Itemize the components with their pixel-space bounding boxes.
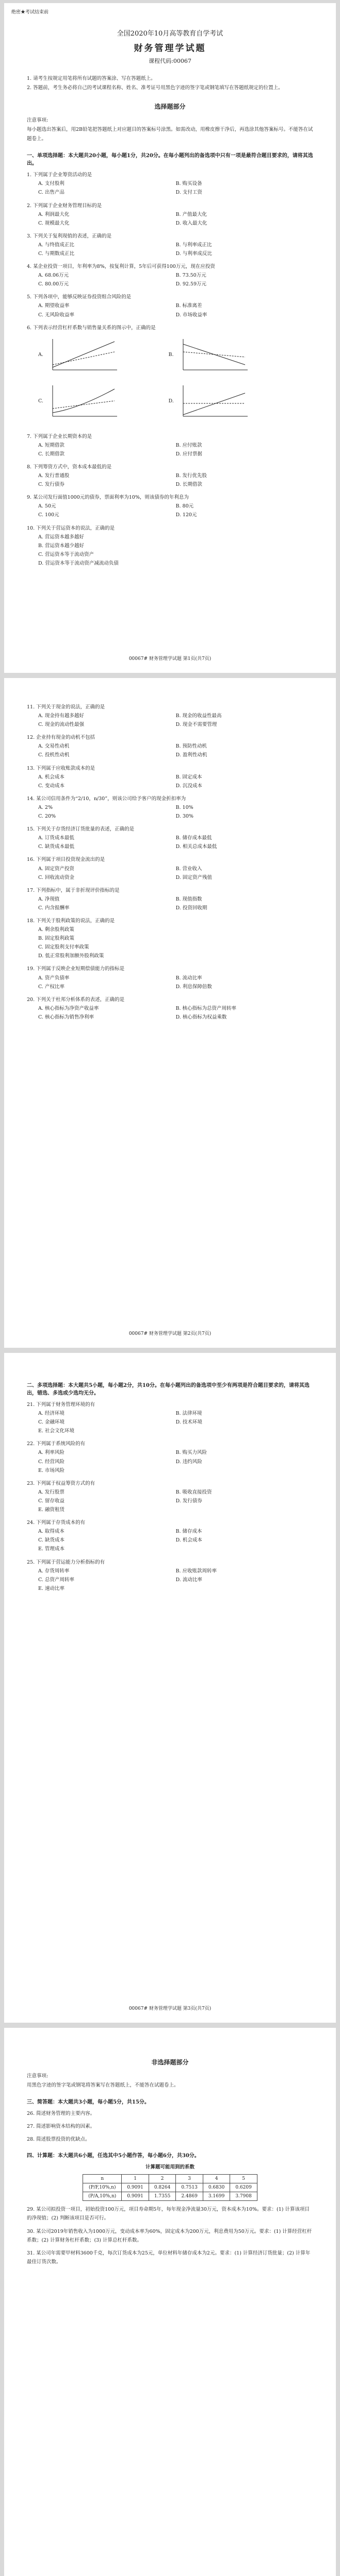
answer-option: D. 固定资产残值 <box>175 874 212 880</box>
question-stem: 22. 下列属于系统风险的有 <box>27 1441 86 1447</box>
answer-option: E. 融资租赁 <box>38 1507 64 1513</box>
answer-option: A. 短期借款 <box>38 442 64 448</box>
answer-options <box>27 925 313 960</box>
answer-option: A. 资产负债率 <box>38 975 70 981</box>
answer-option: B. 标准离差 <box>175 303 202 309</box>
answer-options <box>27 1004 313 1022</box>
question-stem: 25. 下列属于营运能力分析指标的有 <box>27 1559 105 1565</box>
answer-option: A. 期望收益率 <box>38 303 70 309</box>
question-stem: 18. 下列关于股利政策的说法，正确的是 <box>27 918 115 924</box>
answer-options <box>27 241 313 258</box>
answer-option: D. 低正常股利加额外股利政策 <box>38 953 104 959</box>
table-cell: 0.8264 <box>149 2183 176 2192</box>
page-footer: 00067# 财务管理学试题 第1页(共7页) <box>128 656 212 662</box>
exam-name: 财务管理学试题 <box>134 43 206 54</box>
answer-option: A. 2% <box>38 804 53 810</box>
line-chart-icon <box>47 383 120 419</box>
answer-option: B. 10% <box>175 804 193 810</box>
answer-option: E. 市场风险 <box>38 1467 64 1473</box>
answer-options <box>27 533 313 568</box>
answer-option: D. 机会成本 <box>175 1537 202 1544</box>
answer-options <box>27 773 313 790</box>
table-row <box>83 2183 257 2192</box>
question-stem: 6. 下列表示经营杠杆系数与销售量关系的图示中，正确的是 <box>27 325 156 331</box>
answer-option: A. 剩余股利政策 <box>38 927 74 933</box>
question-stem: 15. 下列关于存货经济订货批量的表述，正确的是 <box>27 826 135 833</box>
answer-option: D. 营运资本等于流动资产减流动负债 <box>38 560 119 566</box>
table-caption: 计算题可能用到的系数 <box>145 2164 195 2171</box>
answer-option: D. 长期借款 <box>175 482 202 488</box>
answer-option: D. 与利率成反比 <box>175 250 212 257</box>
answer-option: A. 发行普通股 <box>38 473 70 479</box>
answer-option: B. 流动比率 <box>175 975 202 981</box>
answer-option: B. 固定股利政策 <box>38 936 75 942</box>
calc-question: 30. 某公司2019年销售收入为1000万元，变动成本率为60%，固定成本为200万元，利息费用为50万元。要求：(1) 计算经营杠杆系数；(2) 计算财务杠杆系数；(3) 计算总杠杆系数。 <box>27 2228 312 2243</box>
part-title-calc: 四、计算题：本大题共6小题，任选其中5小题作答，每小题6分，共30分。 <box>27 2153 200 2159</box>
exam-note-1: 1. 请考生按规定用笔将所有试题的答案涂、写在答题纸上。 <box>27 76 156 81</box>
question-stem: 3. 下列关于复利现值的表述，正确的是 <box>27 233 112 239</box>
chart-options <box>27 332 313 428</box>
answer-option: A. 机会成本 <box>38 774 64 780</box>
exam-page-4 <box>4 2028 336 2576</box>
question-stem: 19. 下列属于反映企业短期偿债能力的指标是 <box>27 966 125 972</box>
question-group <box>27 1400 313 1593</box>
question-group <box>27 432 313 568</box>
answer-option: A. 交易性动机 <box>38 743 70 750</box>
answer-option: C. 长期借款 <box>38 451 64 457</box>
answer-options <box>27 301 313 319</box>
answer-option: A. 发行股票 <box>38 1489 64 1495</box>
answer-option: B. 固定成本 <box>175 774 202 780</box>
answer-option: C. 内含报酬率 <box>38 905 70 911</box>
question-stem: 10. 下列关于营运资本的说法，正确的是 <box>27 525 115 531</box>
coefficient-table <box>83 2174 257 2201</box>
answer-options <box>27 1567 313 1593</box>
answer-options <box>27 1488 313 1514</box>
chart-option-c <box>38 383 163 424</box>
page-footer: 00067# 财务管理学试题 第3页(共7页) <box>128 2006 212 2011</box>
answer-option: D. 相关总成本最低 <box>175 844 217 850</box>
answer-option: A. 存货周转率 <box>38 1568 70 1574</box>
answer-options <box>27 974 313 991</box>
answer-options <box>27 803 313 821</box>
answer-option: D. 市场收益率 <box>175 312 207 318</box>
answer-option: C. 现金的流动性最强 <box>38 722 84 728</box>
answer-option: A. 经济环境 <box>38 1411 64 1417</box>
exam-page-1 <box>4 3 336 673</box>
question-stem: 2. 下列属于企业财务管理目标的是 <box>27 202 102 209</box>
question-6 <box>27 324 313 332</box>
answer-option: A. 利率风险 <box>38 1450 64 1456</box>
question-stem: 13. 下列属于应收账款成本的是 <box>27 765 95 771</box>
answer-option: B. 发行优先股 <box>175 473 207 479</box>
answer-option: C. 100元 <box>38 512 59 518</box>
answer-option: B. 吸收直接投资 <box>175 1489 212 1495</box>
table-cell: 0.7513 <box>176 2183 203 2192</box>
answer-option: D. 技术环境 <box>175 1419 202 1426</box>
question-group <box>27 703 313 1022</box>
exam-title: 全国2020年10月高等教育自学考试 <box>117 30 223 38</box>
answer-option: C. 20% <box>38 814 56 820</box>
answer-option: B. 营运资本越少越好 <box>38 543 85 549</box>
answer-option: A. 固定资产投资 <box>38 866 74 872</box>
answer-option: B. 核心指标为总资产周转率 <box>175 1005 237 1011</box>
line-chart-icon <box>178 383 250 419</box>
answer-options <box>27 834 313 851</box>
answer-options <box>27 179 313 197</box>
part-title-short: 三、简答题：本大题共3小题，每小题5分，共15分。 <box>27 2099 150 2106</box>
table-cell: (P/F,10%,n) <box>83 2183 122 2192</box>
answer-option: C. 缺货成本最低 <box>38 844 74 850</box>
question-stem: 17. 下列指标中，属于非折现评价指标的是 <box>27 887 120 893</box>
answer-option: C. 无风险收益率 <box>38 312 74 318</box>
answer-option: D. 支付工资 <box>175 190 202 196</box>
answer-option: B. 产值最大化 <box>175 211 207 217</box>
exam-page-3 <box>4 1353 336 2023</box>
answer-option: C. 核心指标为销售净利率 <box>38 1014 94 1020</box>
answer-option: A. 68.06万元 <box>38 273 69 279</box>
question-stem: 1. 下列属于企业筹资活动的是 <box>27 172 92 178</box>
answer-options <box>27 1527 313 1553</box>
answer-option: C. 出售产品 <box>38 190 64 196</box>
line-chart-icon <box>178 336 250 372</box>
table-header-row <box>83 2175 257 2183</box>
answer-option: B. 80元 <box>175 503 194 510</box>
answer-option: E. 社会文化环境 <box>38 1428 74 1434</box>
answer-option: C. 固定股利支付率政策 <box>38 944 89 951</box>
question-stem: 12. 企业持有现金的动机不包括 <box>27 735 95 741</box>
answer-option: A. 营运资本越多越好 <box>38 534 84 540</box>
table-cell: 1.7355 <box>149 2192 176 2201</box>
answer-option: D. 核心指标为权益乘数 <box>175 1014 227 1020</box>
answer-option: D. 发行债券 <box>175 1498 202 1504</box>
question-stem: 16. 下列属于项目投资现金流出的是 <box>27 857 105 863</box>
short-question: 28. 简述股票投资的优缺点。 <box>27 2137 90 2143</box>
answer-option: E. 速动比率 <box>38 1585 64 1591</box>
table-header-cell: 1 <box>122 2175 149 2183</box>
answer-option: B. 营业收入 <box>175 866 202 872</box>
answer-option: B. 储存成本 <box>175 1529 202 1535</box>
chart-label: D. <box>168 398 174 404</box>
answer-options <box>27 471 313 489</box>
question-stem: 11. 下列关于现金的说法，正确的是 <box>27 704 105 710</box>
section-note-title: 注意事项: <box>27 2073 48 2079</box>
chart-option-b <box>168 336 293 378</box>
answer-option: C. 变动成本 <box>38 783 64 789</box>
answer-option: B. 应付账款 <box>175 442 202 448</box>
answer-option: C. 规模最大化 <box>38 220 70 226</box>
line-chart-icon <box>47 336 120 372</box>
answer-option: D. 盈利性动机 <box>175 752 207 758</box>
question-group <box>27 171 313 319</box>
table-cell: 0.9091 <box>122 2192 149 2201</box>
table-header-cell: n <box>83 2175 122 2183</box>
answer-option: D. 沉没成本 <box>175 783 202 789</box>
short-question: 26. 简述财务管理的主要内容。 <box>27 2111 95 2117</box>
table-header-cell: 4 <box>203 2175 230 2183</box>
answer-option: A. 与终值成正比 <box>38 242 74 248</box>
question-stem: 7. 下列属于企业长期资本的是 <box>27 433 92 439</box>
answer-options <box>27 271 313 289</box>
table-cell: 0.9091 <box>122 2183 149 2192</box>
answer-option: D. 流动比率 <box>175 1577 202 1583</box>
page-footer: 00067# 财务管理学试题 第2页(共7页) <box>128 1331 212 1336</box>
answer-option: D. 利息保障倍数 <box>175 984 212 990</box>
answer-option: A. 净现值 <box>38 896 60 902</box>
answer-option: B. 法律环境 <box>175 1411 202 1417</box>
answer-option: B. 应收账款周转率 <box>175 1568 217 1574</box>
question-stem: 14. 某公司信用条件为“2/10，n/30”，则该公司给予客户的现金折扣率为 <box>27 795 186 802</box>
answer-option: A. 利润最大化 <box>38 211 70 217</box>
answer-option: D. 收入最大化 <box>175 220 207 226</box>
question-stem: 4. 某企业投资一项目，年利率为8%，按复利计算，5年后可获得100万元，现在应投资 <box>27 264 215 270</box>
calc-question: 31. 某公司年需要甲材料3600千克，每次订货成本为25元，单位材料年储存成本为2元。要求：(1) 计算经济订货批量；(2) 计算年最佳订货次数。 <box>27 2250 311 2265</box>
answer-option: C. 经营风险 <box>38 1459 64 1465</box>
answer-options <box>27 711 313 729</box>
answer-option: B. 现金的收益性最高 <box>175 713 222 719</box>
answer-options <box>27 210 313 228</box>
answer-options <box>27 502 313 519</box>
answer-options <box>27 742 313 759</box>
table-cell: 3.7908 <box>230 2192 257 2201</box>
answer-option: D. 92.59万元 <box>175 281 207 287</box>
answer-option: C. 产权比率 <box>38 984 64 990</box>
answer-options <box>27 441 313 459</box>
answer-option: C. 发行债券 <box>38 482 64 488</box>
answer-option: C. 金融环境 <box>38 1419 64 1426</box>
answer-option: B. 预防性动机 <box>175 743 207 750</box>
exam-note-2: 2. 答题前，考生务必将自己的考试课程名称、姓名、准考证号用黑色字迹的签字笔或钢笔填写在答题纸规定的位置上。 <box>27 85 283 91</box>
answer-option: A. 支付股利 <box>38 181 64 187</box>
answer-option: C. 总资产周转率 <box>38 1577 74 1583</box>
answer-option: C. 留存收益 <box>38 1498 64 1504</box>
calc-question: 29. 某公司拟投资一项目，初始投资100万元，项目寿命期5年，每年现金净流量30万元，资本成本为10%。要求：(1) 计算该项目的净现值；(2) 判断该项目是否可行。 <box>27 2207 310 2222</box>
question-stem: 5. 下列各项中，能够反映证券投资组合风险的是 <box>27 294 132 300</box>
answer-option: C. 与期数成正比 <box>38 250 74 257</box>
section-title-nonchoice: 非选择题部分 <box>151 2059 189 2066</box>
exam-page-2 <box>4 678 336 1348</box>
answer-option: D. 30% <box>175 814 193 820</box>
question-stem: 9. 某公司发行面值1000元的债券，票面利率为10%，则该债券的年利息为 <box>27 495 189 501</box>
question-stem: 8. 下列筹资方式中，资本成本最低的是 <box>27 464 112 470</box>
answer-option: B. 与利率成正比 <box>175 242 212 248</box>
answer-option: C. 营运资本等于流动资产 <box>38 551 94 557</box>
section-note: 用黑色字迹的签字笔或钢笔将答案写在答题纸上，不能答在试题卷上。 <box>27 2082 179 2089</box>
answer-option: D. 现金不需要管理 <box>175 722 217 728</box>
answer-option: B. 现值指数 <box>175 896 202 902</box>
answer-option: B. 购买设备 <box>175 181 202 187</box>
chart-label: A. <box>38 351 43 358</box>
answer-options <box>27 895 313 912</box>
part-title-single: 一、单项选择题：本大题共20小题，每小题1分，共20分。在每小题列出的备选项中只有一项是最符合题目要求的，请将其选出。 <box>27 153 313 167</box>
chart-label: C. <box>38 398 43 404</box>
answer-option: C. 回收流动资金 <box>38 874 74 880</box>
question-stem: 21. 下列属于财务管理环境的有 <box>27 1402 95 1408</box>
table-cell: 3.1699 <box>203 2192 230 2201</box>
confidential-mark: 绝密★考试结束前 <box>11 10 49 15</box>
part-title-multiple: 二、多项选择题：本大题共5小题，每小题2分，共10分。在每小题列出的备选项中至少有两项是符合题目要求的，请将其选出，错选、多选或少选均无分。 <box>27 1383 310 1396</box>
answer-option: B. 储存成本最低 <box>175 835 212 841</box>
answer-option: D. 违约风险 <box>175 1459 202 1465</box>
answer-option: A. 50元 <box>38 503 56 510</box>
course-code: 课程代码:00067 <box>149 58 191 64</box>
answer-options <box>27 865 313 882</box>
table-header-cell: 5 <box>230 2175 257 2183</box>
table-row <box>83 2192 257 2201</box>
answer-option: A. 取得成本 <box>38 1529 64 1535</box>
answer-option: C. 投机性动机 <box>38 752 70 758</box>
answer-options <box>27 1448 313 1475</box>
chart-label: B. <box>168 351 174 358</box>
table-header-cell: 3 <box>176 2175 203 2183</box>
answer-option: B. 购买力风险 <box>175 1450 207 1456</box>
answer-option: A. 订货成本最低 <box>38 835 74 841</box>
answer-options <box>27 1409 313 1435</box>
answer-option: A. 核心指标为净资产收益率 <box>38 1005 99 1011</box>
answer-option: D. 120元 <box>175 512 197 518</box>
chart-option-d <box>168 383 293 424</box>
table-header-cell: 2 <box>149 2175 176 2183</box>
short-question: 27. 简述影响资本结构的因素。 <box>27 2124 95 2130</box>
section-note-title: 注意事项: <box>27 117 48 124</box>
table-cell: (P/A,10%,n) <box>83 2192 122 2201</box>
table-cell: 0.6830 <box>203 2183 230 2192</box>
chart-option-a <box>38 336 163 378</box>
table-cell: 2.4869 <box>176 2192 203 2201</box>
question-stem: 20. 下列关于杜邦分析体系的表述，正确的是 <box>27 996 125 1003</box>
answer-option: C. 缺货成本 <box>38 1537 64 1544</box>
table-cell: 0.6209 <box>230 2183 257 2192</box>
answer-option: B. 73.50万元 <box>175 273 206 279</box>
section-title-choice: 选择题部分 <box>154 103 186 111</box>
section-note: 每小题选出答案后，用2B铅笔把答题纸上对应题目的答案标号涂黑。如需改动，用橡皮擦干净后，再选涂其他答案标号。不能答在试题卷上。 <box>27 127 313 142</box>
answer-option: D. 应付票据 <box>175 451 202 457</box>
answer-option: E. 管理成本 <box>38 1546 64 1552</box>
answer-option: A. 现金持有越多越好 <box>38 713 84 719</box>
answer-option: C. 80.00万元 <box>38 281 69 287</box>
answer-option: D. 投资回收期 <box>175 905 207 911</box>
question-stem: 23. 下列属于权益筹资方式的有 <box>27 1480 95 1486</box>
question-stem: 24. 下列属于存货成本的有 <box>27 1520 86 1526</box>
